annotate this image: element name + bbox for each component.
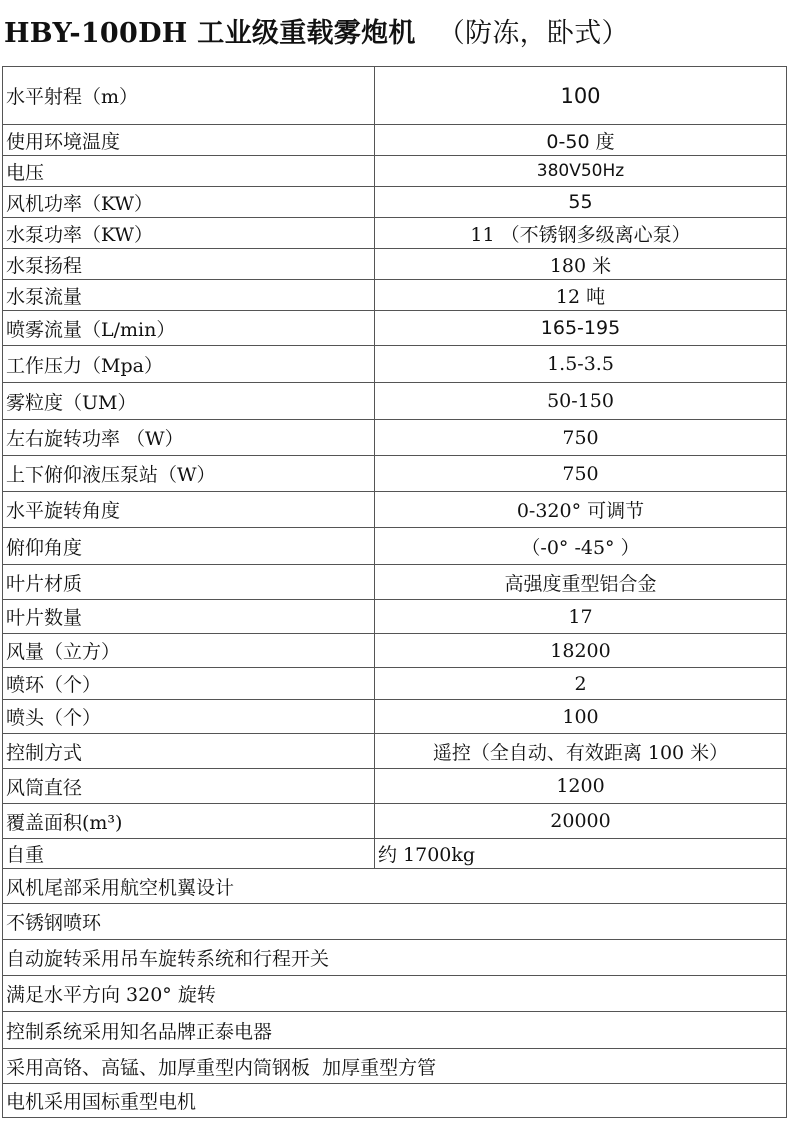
spec-label: 水平旋转角度 — [3, 492, 375, 528]
spec-label: 覆盖面积(m³) — [3, 804, 375, 839]
spec-value: 1200 — [375, 769, 787, 804]
page-title — [4, 12, 784, 56]
spec-label: 雾粒度（UM） — [3, 383, 375, 420]
spec-value: 380V50Hz — [375, 156, 787, 187]
table-row — [3, 869, 787, 904]
spec-table — [2, 66, 787, 1118]
table-row — [3, 734, 787, 769]
feature-note: 满足水平方向 320° 旋转 — [3, 976, 787, 1012]
table-row — [3, 565, 787, 600]
feature-note: 风机尾部采用航空机翼设计 — [3, 869, 787, 904]
table-row — [3, 218, 787, 249]
spec-value: 750 — [375, 456, 787, 492]
table-row — [3, 940, 787, 976]
table-row — [3, 634, 787, 668]
spec-label: 风机功率（KW） — [3, 187, 375, 218]
table-row — [3, 420, 787, 456]
table-row — [3, 383, 787, 420]
spec-value: 2 — [375, 668, 787, 700]
spec-value: 约 1700kg — [375, 839, 787, 869]
spec-value: 100 — [375, 700, 787, 734]
spec-value: 50-150 — [375, 383, 787, 420]
spec-value: 0-50 度 — [375, 125, 787, 156]
table-row — [3, 1049, 787, 1084]
spec-label: 叶片材质 — [3, 565, 375, 600]
spec-value: 0-320° 可调节 — [375, 492, 787, 528]
spec-label: 喷头（个） — [3, 700, 375, 734]
feature-note: 不锈钢喷环 — [3, 904, 787, 940]
spec-label: 水泵扬程 — [3, 249, 375, 280]
spec-value: 180 米 — [375, 249, 787, 280]
spec-label: 上下俯仰液压泵站（W） — [3, 456, 375, 492]
spec-value: 750 — [375, 420, 787, 456]
spec-value: 100 — [375, 67, 787, 125]
table-row — [3, 156, 787, 187]
spec-value: 18200 — [375, 634, 787, 668]
table-row — [3, 249, 787, 280]
table-row — [3, 668, 787, 700]
spec-label: 水泵功率（KW） — [3, 218, 375, 249]
table-row — [3, 976, 787, 1012]
feature-note: 采用高铬、高锰、加厚重型内筒钢板 加厚重型方管 — [3, 1049, 787, 1084]
feature-note: 自动旋转采用吊车旋转系统和行程开关 — [3, 940, 787, 976]
spec-label: 使用环境温度 — [3, 125, 375, 156]
table-row — [3, 1084, 787, 1118]
table-row — [3, 125, 787, 156]
table-row — [3, 346, 787, 383]
spec-value: 11 （不锈钢多级离心泵） — [375, 218, 787, 249]
spec-value: 20000 — [375, 804, 787, 839]
table-row — [3, 1012, 787, 1049]
table-row — [3, 280, 787, 311]
spec-value: 17 — [375, 600, 787, 634]
table-row — [3, 67, 787, 125]
spec-label: 叶片数量 — [3, 600, 375, 634]
table-row — [3, 600, 787, 634]
title-main: HBY-100DH 工业级重载雾炮机 — [4, 18, 416, 49]
table-row — [3, 456, 787, 492]
table-row — [3, 804, 787, 839]
spec-value: （-0° -45° ） — [375, 528, 787, 565]
spec-label: 自重 — [3, 839, 375, 869]
spec-label: 工作压力（Mpa） — [3, 346, 375, 383]
feature-note: 控制系统采用知名品牌正泰电器 — [3, 1012, 787, 1049]
spec-label: 风筒直径 — [3, 769, 375, 804]
spec-value: 12 吨 — [375, 280, 787, 311]
spec-label: 控制方式 — [3, 734, 375, 769]
spec-label: 喷环（个） — [3, 668, 375, 700]
spec-label: 水平射程（m） — [3, 67, 375, 125]
table-row — [3, 700, 787, 734]
spec-label: 左右旋转功率 （W） — [3, 420, 375, 456]
spec-value: 遥控（全自动、有效距离 100 米） — [375, 734, 787, 769]
spec-label: 俯仰角度 — [3, 528, 375, 565]
table-row — [3, 311, 787, 346]
title-suffix: （防冻，卧式） — [437, 18, 629, 49]
spec-label: 水泵流量 — [3, 280, 375, 311]
table-row — [3, 528, 787, 565]
spec-value: 55 — [375, 187, 787, 218]
spec-value: 165-195 — [375, 311, 787, 346]
table-row — [3, 904, 787, 940]
table-row — [3, 187, 787, 218]
spec-value: 1.5-3.5 — [375, 346, 787, 383]
table-row — [3, 769, 787, 804]
table-row — [3, 839, 787, 869]
table-row — [3, 492, 787, 528]
spec-label: 风量（立方） — [3, 634, 375, 668]
feature-note: 电机采用国标重型电机 — [3, 1084, 787, 1118]
spec-value: 高强度重型铝合金 — [375, 565, 787, 600]
spec-label: 喷雾流量（L/min） — [3, 311, 375, 346]
spec-label: 电压 — [3, 156, 375, 187]
